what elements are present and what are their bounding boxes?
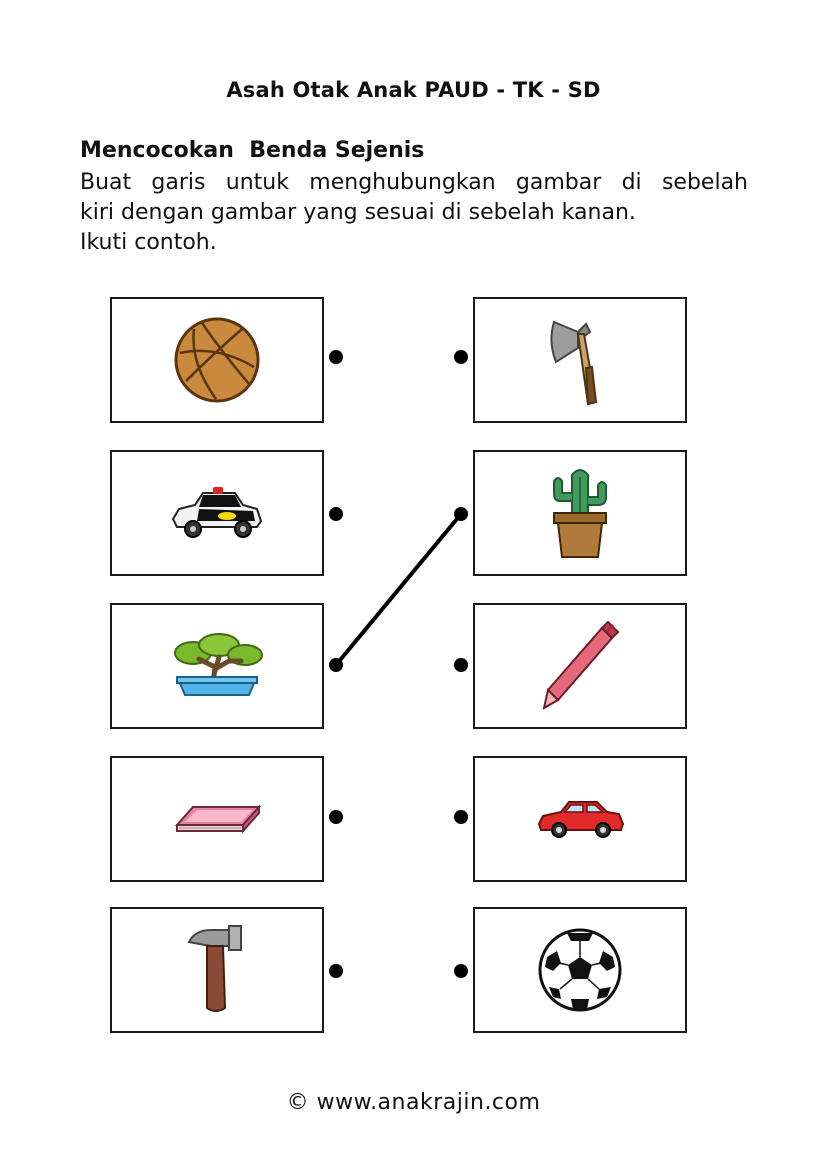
- axe-icon: [548, 314, 612, 406]
- bonsai-tree-icon: [169, 631, 265, 701]
- right-box-5: [473, 907, 687, 1033]
- instruction-line-2: kiri dengan gambar yang sesuai di sebelah kanan.: [80, 200, 636, 225]
- police-car-icon: [169, 485, 265, 541]
- right-dot-1[interactable]: [454, 350, 468, 364]
- footer-copyright[interactable]: © www.anakrajin.com: [286, 1090, 541, 1115]
- right-dot-3[interactable]: [454, 658, 468, 672]
- instruction-line-3: Ikuti contoh.: [80, 230, 217, 255]
- left-box-3: [110, 603, 324, 729]
- left-dot-5[interactable]: [329, 964, 343, 978]
- left-box-5: [110, 907, 324, 1033]
- right-dot-2[interactable]: [454, 507, 468, 521]
- instruction-line-1: Buat garis untuk menghubungkan gambar di sebelah: [80, 170, 748, 195]
- right-box-2: [473, 450, 687, 576]
- left-dot-1[interactable]: [329, 350, 343, 364]
- worksheet-title: Asah Otak Anak PAUD - TK - SD: [226, 78, 601, 102]
- left-dot-3[interactable]: [329, 658, 343, 672]
- right-dot-4[interactable]: [454, 810, 468, 824]
- left-box-4: [110, 756, 324, 882]
- red-car-icon: [535, 798, 625, 840]
- left-box-2: [110, 450, 324, 576]
- left-dot-4[interactable]: [329, 810, 343, 824]
- right-box-1: [473, 297, 687, 423]
- example-line: [336, 514, 461, 665]
- cactus-pot-icon: [548, 465, 612, 561]
- exercise-heading: Mencocokan Benda Sejenis: [80, 138, 425, 163]
- basketball-icon: [172, 315, 262, 405]
- soccer-ball-icon: [537, 927, 623, 1013]
- right-dot-5[interactable]: [454, 964, 468, 978]
- left-dot-2[interactable]: [329, 507, 343, 521]
- book-icon: [169, 799, 265, 839]
- left-box-1: [110, 297, 324, 423]
- right-box-4: [473, 756, 687, 882]
- exercise-instructions: [80, 168, 748, 258]
- hammer-icon: [185, 924, 249, 1016]
- pen-icon: [538, 620, 622, 712]
- right-box-3: [473, 603, 687, 729]
